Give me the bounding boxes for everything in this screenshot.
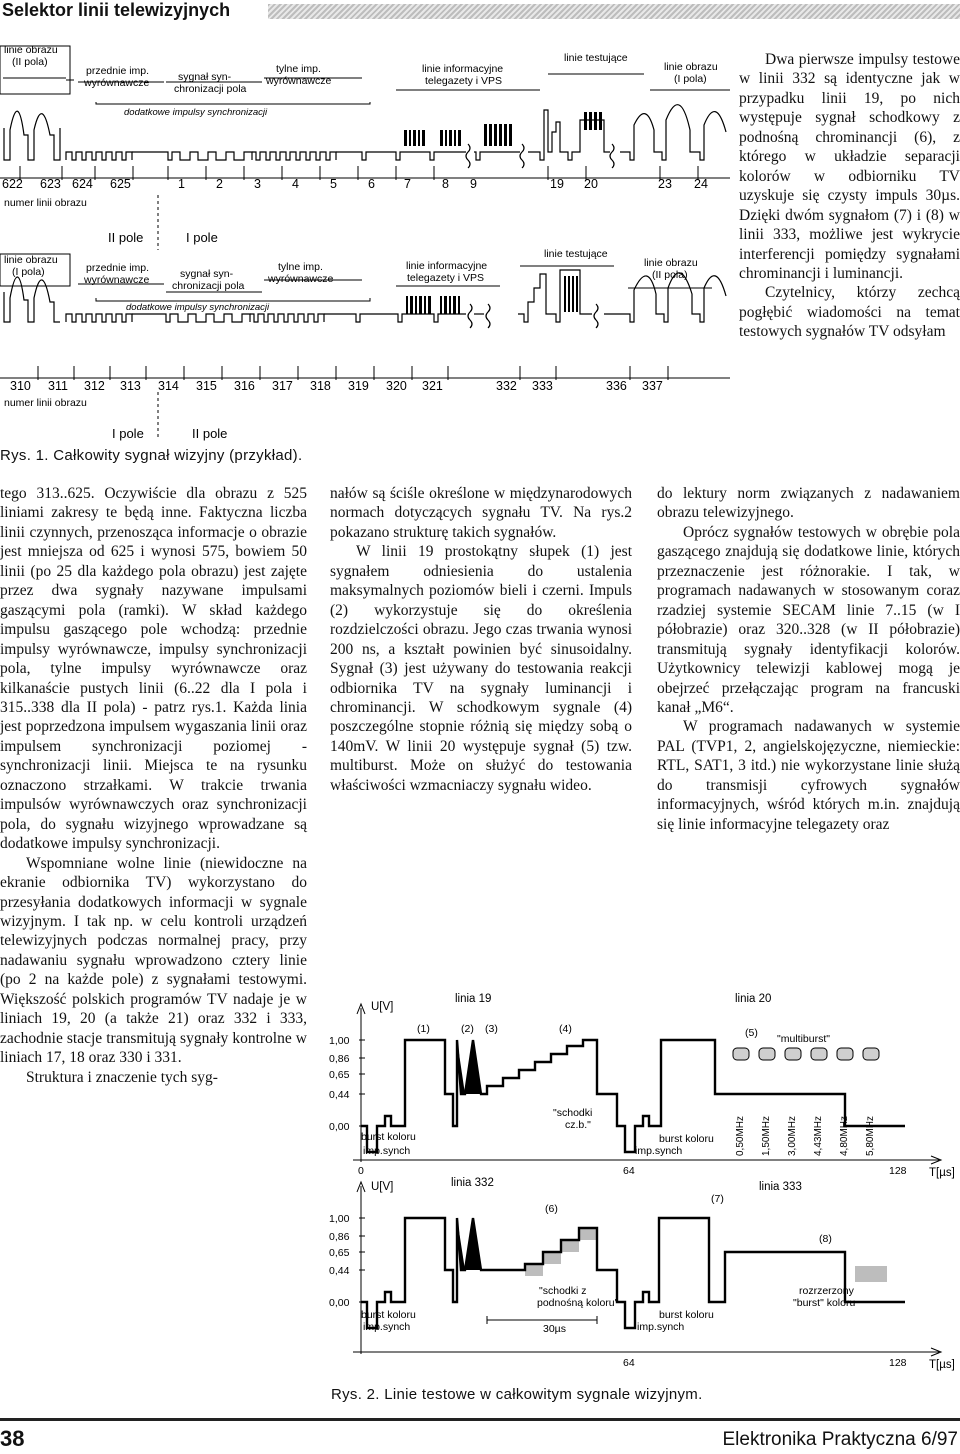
line-number: 2 [216, 177, 223, 191]
fig1-label: tylne imp. [278, 261, 323, 273]
field-label: II pole [192, 426, 228, 441]
paragraph: nałów są ściśle określone w międzynarodowych normach dotyczących sygnału TV. Na rys.2 pokazano strukturę takich sygnałów. [330, 485, 632, 541]
paragraph: W linii 19 prostokątny słupek (1) jest sygnałem odniesienia do ustalenia maksymalnych poziomów bieli i czerni. Impuls (2) wykorzystuje się do określenia rozdzielczości obrazu. Jego czas trwania wynosi 200 ns, a kształt powinien być sinusoidalny. Sygnał (3) jest używany do testowania reakcji odbiornika TV na sygnały luminancji i chrominancji. W schodkowym sygnale (4) poszczególne stopnie różnią się między sobą o 140mV. W linii 20 występuje sygnał (5) tzw. multiburst. Może on służyć do testowania właściwości wzmacniaczy sygnału wideo. [330, 543, 632, 794]
fig1-label: linie informacyjne [406, 260, 488, 272]
article-column-top-right [739, 50, 960, 342]
section-title: Selektor linii telewizyjnych [2, 0, 231, 20]
line-number: 336 [606, 379, 627, 393]
axis-u-label: U[V] [371, 1181, 394, 1193]
synch-label: imp.synch [363, 1145, 411, 1157]
fig1-label: sygnał syn- [180, 268, 234, 280]
y-tick: 0,00 [329, 1297, 350, 1309]
line-number: 24 [694, 177, 708, 191]
y-tick: 0,65 [329, 1069, 350, 1081]
article-column-1 [0, 484, 307, 1087]
synch-label: imp.synch [635, 1145, 683, 1157]
synch-label: imp.synch [363, 1321, 411, 1333]
line-number: 622 [2, 177, 23, 191]
fig1-label: wyrównawcze [84, 274, 150, 286]
line-number: 5 [330, 177, 337, 191]
line-label: linia 332 [451, 1177, 494, 1189]
x-tick: 64 [623, 1357, 635, 1369]
line-number: 4 [292, 177, 299, 191]
y-tick: 1,00 [329, 1035, 350, 1047]
fig1-label: wyrównawcze [268, 273, 334, 285]
field-label: I pole [186, 230, 218, 245]
line-label: linia 19 [455, 993, 492, 1005]
paragraph: Dwa pierwsze impulsy testowe w linii 332 są identyczne jak w przypadku linii 19, po nich występuje sygnał schodkowy z podnośną chrominancji (6), z którego w układzie separacji kolorów w odbiorniku TV uzyskuje się czysty impuls 30µs. Dzięki dwóm sygnałom (7) i (8) w linii 333, możliwe jest wykrycie interferencji pomiędzy sygnałami chrominancji i luminancji. [739, 51, 960, 282]
fig1-label: dodatkowe impulsy synchronizacji [124, 107, 268, 118]
signal-number: (5) [745, 1027, 758, 1039]
journal-name: Elektronika Praktyczna 6/97 [722, 1429, 958, 1450]
fig1-label: linie obrazu [644, 257, 698, 269]
x-tick: 0 [358, 1165, 364, 1177]
line-number: 19 [550, 177, 564, 191]
field-label: I pole [112, 426, 144, 441]
fig1-label: wyrównawcze [84, 77, 150, 89]
fig1-label: telegazety i VPS [425, 75, 503, 87]
fig1-label: dodatkowe impulsy synchronizacji [126, 302, 270, 313]
freq-label: 0,50MHz [735, 1115, 746, 1156]
freq-label: 4,43MHz [813, 1115, 824, 1156]
line-number: 623 [40, 177, 61, 191]
fig1-label: linie obrazu [664, 61, 718, 73]
line-number: 332 [496, 379, 517, 393]
article-column-3 [657, 484, 960, 834]
fig1-label: linie testujące [544, 248, 608, 260]
y-tick: 0,86 [329, 1053, 350, 1065]
fig1-label: tylne imp. [276, 63, 321, 75]
line-number: 321 [422, 379, 443, 393]
line-number: 319 [348, 379, 369, 393]
line-label: linia 20 [735, 993, 772, 1005]
signal-number: (6) [545, 1203, 558, 1215]
running-header [0, 0, 960, 28]
fig1-label: chronizacji pola [174, 83, 247, 95]
paragraph: W programach nadawanych w systemie PAL (TVP1, 2, angielskojęzyczne, niemieckie: RTL, SAT1, 3 itd.) nie wykorzystane linie służą do transmisji cyfrowych sygnałów informacyjnych, wśród których m.in. znajdują się linie informacyjne telegazety oraz [657, 718, 960, 833]
page-number: 38 [0, 1426, 25, 1451]
figure-2-test-lines [325, 990, 960, 1385]
line-number: 314 [158, 379, 179, 393]
axis-u-label: U[V] [371, 1001, 394, 1013]
paragraph: Oprócz sygnałów testowych w obrębie pola gaszącego znajdują się dodatkowe linie, których przeznaczenie jest różnorakie. I tak, w programach nadawanych w stosowanym coraz rzadziej systemie SECAM linie 7..15 (w I półobrazie) oraz 320..328 (w II półobrazie) transmitują sygnały identyfikacji kolorów. Użytkownicy telewizji kablowej mogą je obejrzeć przełączając program na francuski kanał „M6“. [657, 523, 960, 716]
line-number: 311 [48, 379, 68, 393]
fig1-label: chronizacji pola [172, 280, 245, 292]
freq-label: 1,50MHz [761, 1115, 772, 1156]
numer-linii-label: numer linii obrazu [4, 197, 87, 209]
line-number: 6 [368, 177, 375, 191]
line-number: 23 [658, 177, 672, 191]
signal-number: (8) [819, 1233, 832, 1245]
line-number: 3 [254, 177, 261, 191]
burst-label: burst koloru [361, 1309, 416, 1321]
freq-label: 5,80MHz [865, 1115, 876, 1156]
line-number: 333 [532, 379, 553, 393]
y-tick: 0,86 [329, 1231, 350, 1243]
fig1-label: (I pola) [674, 73, 707, 85]
paragraph: Wspomniane wolne linie (niewidoczne na ekranie odbiornika TV) wykorzystano do przesyłania dodatkowych informacji w sygnale wizyjnym. I tak np. w celu kontroli urządzeń telewizyjnych podczas normalnej pracy, przy nadawaniu sygnału wprowadzono cztery linie (po 2 na każde pole) z sygnałami testowymi. Większość polskich programów TV nadaje je w liniach 19, 20 (a także 21) oraz 332 i 333, zachodnie stacje transmitują sygnały kontrolne w liniach 17, 18 oraz 330 i 331. [0, 854, 307, 1067]
signal-number: (7) [711, 1193, 724, 1205]
signal-number: (2) [461, 1023, 474, 1035]
fig1-label: linie obrazu [4, 44, 58, 56]
line-number: 316 [234, 379, 255, 393]
schodki-label: "schodki [553, 1107, 593, 1119]
line-number: 1 [178, 177, 185, 191]
signal-number: (3) [485, 1023, 498, 1035]
burst-label: burst koloru [659, 1133, 714, 1145]
paragraph: Czytelnicy, którzy zechcą pogłębić wiadomości na temat testowych sygnałów TV odsyłam [739, 284, 960, 341]
fig1-label: (II pola) [12, 56, 48, 68]
figure-1-caption: Rys. 1. Całkowity sygnał wizyjny (przykład). [0, 447, 303, 464]
article-column-2 [330, 484, 632, 795]
line-number: 317 [272, 379, 293, 393]
y-tick: 0,44 [329, 1089, 350, 1101]
fig1-label: przednie imp. [86, 65, 150, 77]
fig1-label: telegazety i VPS [407, 272, 485, 284]
line-number: 8 [442, 177, 449, 191]
fig1-label: linie obrazu [4, 254, 58, 266]
paragraph: tego 313..625. Oczywiście dla obrazu z 525 liniami zakresy te będą inne. Faktyczna liczba linii czynnych, przenosząca informacje o obrazie jest mniejsza od 625 i wynosi 575, bowiem 50 linii (po 25 dla każdego pola obrazu) jest zajęte przez dwa sygnały nazywane impulsami gaszącymi pola (ramki). W skład każdego impulsu gaszącego pole wchodzą: przednie impulsy wyrównawcze, impulsy synchronizacji pola, tylne impulsy wyrównawcze oraz kilkanaście pustych linii (6..22 dla I pola i 315..338 dla II pola) - patrz rys.1. Każda linia jest poprzedzona impulsem wygaszania linii oraz impulsem synchronizacji poziomej - synchronizacji linii. Miejsca te na rysunku oznaczono strzałkami. W trakcie trwania impulsów wyrównawczych oraz synchronizacji pola, do sygnału wizyjnego wprowadzane są dodatkowe impulsy synchronizacji. [0, 485, 307, 853]
field-label: II pole [108, 230, 144, 245]
fig1-label: linie testujące [564, 52, 628, 64]
schodki-label: "schodki z [539, 1285, 587, 1297]
y-tick: 0,65 [329, 1247, 350, 1259]
schodki-label: cz.b." [565, 1119, 591, 1131]
line-number: 320 [386, 379, 407, 393]
footer-rule [0, 1418, 960, 1421]
y-tick: 0,44 [329, 1265, 350, 1277]
numer-linii-label: numer linii obrazu [4, 397, 87, 409]
fig1-label: przednie imp. [86, 262, 150, 274]
header-hatch-bar [268, 4, 960, 19]
synch-label: imp.synch [637, 1321, 685, 1333]
line-number: 312 [84, 379, 105, 393]
figure-1-video-signal [0, 40, 735, 445]
line-number: 7 [404, 177, 411, 191]
fig1-label: wyrównawcze [266, 75, 332, 87]
signal-number: (4) [559, 1023, 572, 1035]
duration-label: 30µs [543, 1323, 566, 1335]
x-tick: 64 [623, 1165, 635, 1177]
schodki-label: podnośną koloru" [537, 1297, 619, 1309]
line-number: 318 [310, 379, 331, 393]
line-number: 9 [470, 177, 477, 191]
fig1-label: (II pola) [652, 269, 688, 281]
multiburst-label: "multiburst" [777, 1033, 830, 1045]
line-number: 20 [584, 177, 598, 191]
rozrz-label: rozrzerzony [799, 1285, 854, 1297]
signal-number: (1) [417, 1023, 430, 1035]
freq-label: 3,00MHz [787, 1115, 798, 1156]
fig1-label: sygnał syn- [178, 71, 232, 83]
fig1-label: (I pola) [12, 266, 45, 278]
fig1-label: linie informacyjne [422, 63, 504, 75]
axis-t-label: T[µs] [929, 1359, 955, 1371]
burst-label: burst koloru [361, 1131, 416, 1143]
paragraph: Struktura i znaczenie tych syg- [26, 1068, 218, 1086]
line-number: 310 [10, 379, 31, 393]
burst-label: burst koloru [659, 1309, 714, 1321]
axis-t-label: T[µs] [929, 1167, 955, 1179]
line-number: 337 [642, 379, 663, 393]
y-tick: 1,00 [329, 1213, 350, 1225]
x-tick: 128 [889, 1165, 907, 1177]
freq-label: 4,80MHz [839, 1115, 850, 1156]
line-number: 625 [110, 177, 131, 191]
line-label: linia 333 [759, 1181, 802, 1193]
paragraph: do lektury norm związanych z nadawaniem obrazu telewizyjnego. [657, 485, 960, 522]
rozrz-label: "burst" koloru [793, 1297, 856, 1309]
line-number: 313 [120, 379, 141, 393]
figure-2-caption: Rys. 2. Linie testowe w całkowitym sygnale wizyjnym. [331, 1386, 703, 1403]
line-number: 624 [72, 177, 93, 191]
line-number: 315 [196, 379, 217, 393]
y-tick: 0,00 [329, 1121, 350, 1133]
x-tick: 128 [889, 1357, 907, 1369]
